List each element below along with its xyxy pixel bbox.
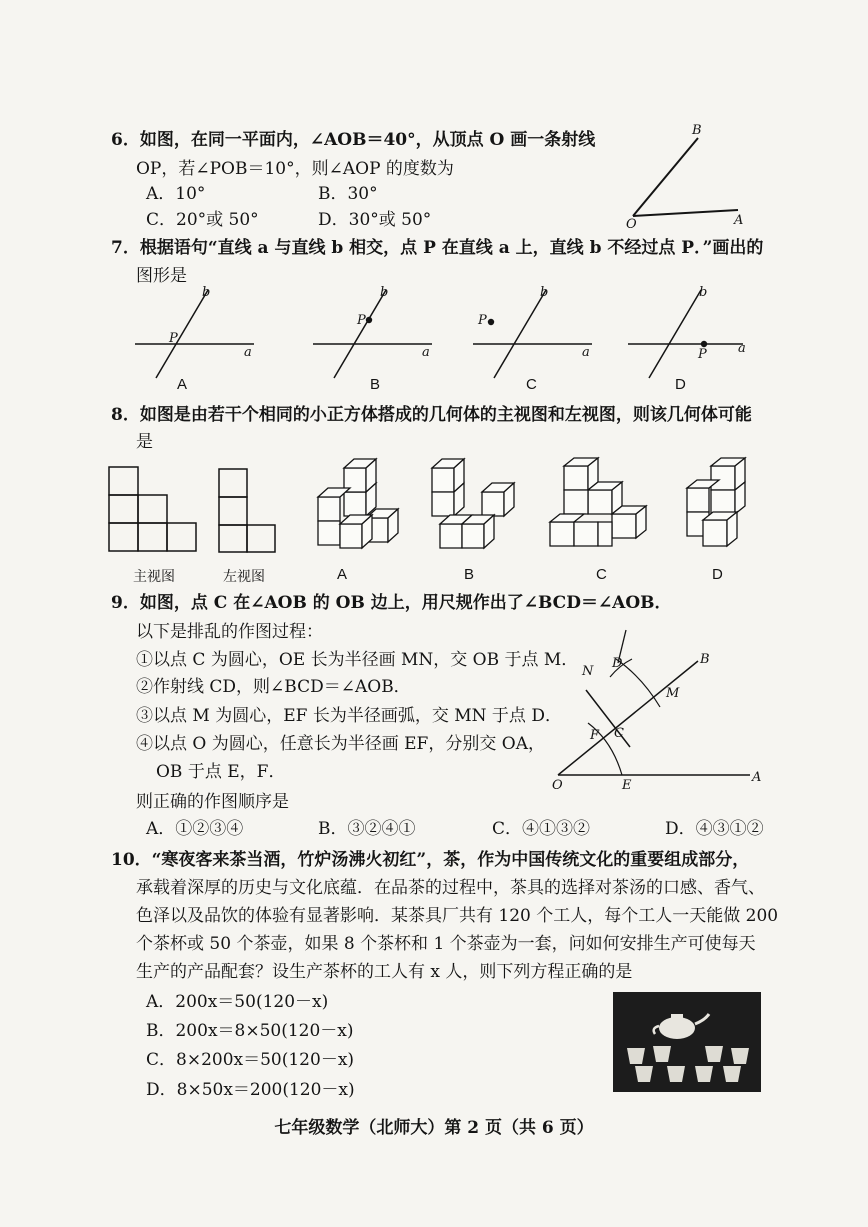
page-footer: 七年级数学（北师大）第 2 页（共 6 页） xyxy=(274,1118,594,1138)
q8-left-view-label: 左视图 xyxy=(223,569,265,585)
q8-solid-c xyxy=(546,458,658,554)
q10-stem-line5: 生产的产品配套？设生产茶杯的工人有 x 人，则下列方程正确的是 xyxy=(136,962,633,982)
q8-option-b-label: B xyxy=(464,566,475,583)
q7b-label-p: P xyxy=(357,313,366,328)
q7-stem-line1: 7．根据语句“直线 a 与直线 b 相交，点 P 在直线 a 上，直线 b 不经过点 P．”画出的 xyxy=(111,238,764,258)
q10-stem-line4: 个茶杯或 50 个茶壶，如果 8 个茶杯和 1 个茶壶为一套，问如何安排生产可使每天 xyxy=(136,934,756,954)
q6-label-o: O xyxy=(626,217,637,232)
q6-label-b: B xyxy=(692,123,702,138)
q7c-label-a: a xyxy=(582,345,590,360)
q9-label-b: B xyxy=(700,652,710,667)
q10-stem-line1: 10．“寒夜客来茶当酒，竹炉汤沸火初红”，茶，作为中国传统文化的重要组成部分， xyxy=(111,850,750,870)
q6-option-c: C．20°或 50° xyxy=(146,210,259,230)
q7-figure-d xyxy=(625,282,755,382)
q7-label-c: C xyxy=(526,376,537,393)
q7-figure-c xyxy=(470,282,600,382)
q8-stem-line2: 是 xyxy=(136,432,153,452)
q9-step-1: ①以点 C 为圆心，OE 长为半径画 MN，交 OB 于点 M． xyxy=(136,650,579,670)
q6-label-a: A xyxy=(734,213,744,228)
q9-option-c: C．④①③② xyxy=(492,819,591,839)
q7a-label-a: a xyxy=(244,345,252,360)
q7-label-d: D xyxy=(675,376,686,393)
q7-figure-a xyxy=(132,282,262,382)
q10-option-d: D．8×50x＝200(120－x) xyxy=(146,1080,355,1100)
q9-label-n: N xyxy=(582,664,594,679)
q7b-label-a: a xyxy=(422,345,430,360)
q8-solid-b xyxy=(428,462,523,554)
q8-main-view-label: 主视图 xyxy=(133,569,175,585)
q7-figure-b xyxy=(310,282,440,382)
q7d-label-a: a xyxy=(738,341,746,356)
q6-option-b: B．30° xyxy=(318,184,378,204)
tea-set-photo xyxy=(613,992,761,1092)
q9-step-3: ③以点 M 为圆心，EF 长为半径画弧，交 MN 于点 D． xyxy=(136,706,562,726)
q8-option-a-label: A xyxy=(337,566,348,583)
q9-step-4: ④以点 O 为圆心，任意长为半径画 EF，分别交 OA， xyxy=(136,734,545,754)
q9-option-b: B．③②④① xyxy=(318,819,416,839)
q9-option-a: A．①②③④ xyxy=(146,819,244,839)
q6-angle-figure xyxy=(620,120,760,230)
q9-option-d: D．④③①② xyxy=(665,819,764,839)
q8-option-d-label: D xyxy=(712,566,723,583)
q10-stem-line3: 色泽以及品饮的体验有显著影响．某茶具厂共有 120 个工人，每个工人一天能做 200 xyxy=(136,906,779,926)
q8-left-view xyxy=(218,468,280,554)
q9-label-e: E xyxy=(622,778,632,793)
q9-label-a: A xyxy=(752,770,762,785)
q8-main-view xyxy=(108,466,200,554)
q9-construction-figure xyxy=(550,625,770,800)
q7a-label-p: P xyxy=(169,331,178,346)
q10-option-c: C．8×200x＝50(120－x) xyxy=(146,1050,355,1070)
tea-set-illustration xyxy=(613,992,761,1092)
q9-label-c: C xyxy=(614,726,624,741)
q7c-label-p: P xyxy=(478,313,487,328)
q9-label-f: F xyxy=(590,728,600,743)
q9-label-o: O xyxy=(552,778,563,793)
q9-stem-line2: 以下是排乱的作图过程： xyxy=(136,622,323,642)
q9-label-d: D xyxy=(612,656,623,671)
q7c-label-b: b xyxy=(540,285,549,300)
q6-option-d: D．30°或 50° xyxy=(318,210,432,230)
q7d-label-p: P xyxy=(698,347,707,362)
q10-stem-line2: 承载着深厚的历史与文化底蕴．在品茶的过程中，茶具的选择对茶汤的口感、香气、 xyxy=(136,878,765,898)
q6-stem-line2: OP，若∠POB＝10°，则∠AOP 的度数为 xyxy=(136,159,454,179)
q9-question: 则正确的作图顺序是 xyxy=(136,792,289,812)
q7b-label-b: b xyxy=(380,285,389,300)
q8-solid-a xyxy=(308,462,403,554)
q7d-label-b: b xyxy=(699,285,708,300)
q10-option-b: B．200x＝8×50(120－x) xyxy=(146,1021,354,1041)
q6-option-a: A．10° xyxy=(146,184,206,204)
q7a-label-b: b xyxy=(202,285,211,300)
q8-option-c-label: C xyxy=(596,566,607,583)
q7-label-a: A xyxy=(177,376,188,393)
q8-stem-line1: 8．如图是由若干个相同的小正方体搭成的几何体的主视图和左视图，则该几何体可能 xyxy=(111,405,752,425)
q9-label-m: M xyxy=(666,686,680,701)
q9-stem-line1: 9．如图，点 C 在∠AOB 的 OB 边上，用尺规作出了∠BCD＝∠AOB． xyxy=(111,593,672,613)
q9-step-2: ②作射线 CD，则∠BCD＝∠AOB． xyxy=(136,677,411,697)
q6-stem-line1: 6．如图，在同一平面内，∠AOB＝40°，从顶点 O 画一条射线 xyxy=(111,130,596,150)
q10-option-a: A．200x＝50(120－x) xyxy=(146,992,329,1012)
q7-label-b: B xyxy=(370,376,381,393)
q7-stem-line2: 图形是 xyxy=(136,266,187,286)
q8-solid-d xyxy=(683,458,765,554)
q9-step-4-cont: OB 于点 E，F． xyxy=(156,762,286,782)
